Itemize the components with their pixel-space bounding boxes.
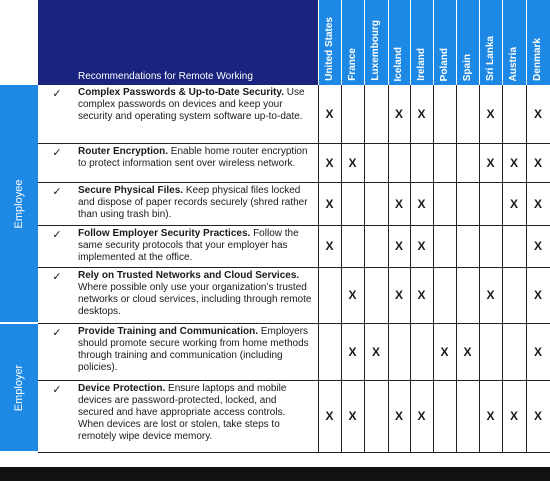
country-mark-cell: X (410, 85, 433, 143)
country-mark-cell: X (456, 323, 479, 380)
recommendation-text (76, 225, 318, 267)
country-mark-cell: X (526, 323, 550, 380)
checkmark: ✓ (38, 323, 76, 380)
country-mark-cell: X (318, 143, 341, 182)
recommendation-body: Employers should promote secure working from home methods through training and communication (including policies). (78, 325, 309, 373)
country-mark-cell: X (410, 267, 433, 323)
country-label: Ireland (415, 48, 427, 81)
country-mark-cell: X (388, 225, 410, 267)
country-mark-cell (410, 323, 433, 380)
country-mark-cell: X (410, 225, 433, 267)
country-mark-cell: X (388, 85, 410, 143)
country-header-poland (433, 0, 456, 85)
recommendation-title: Complex Passwords & Up-to-Date Security. (78, 87, 284, 98)
country-label: Sri Lanka (484, 35, 496, 81)
footer-bar (0, 467, 550, 481)
country-mark-cell: X (341, 143, 364, 182)
country-mark-cell (433, 85, 456, 143)
country-mark-cell (388, 143, 410, 182)
country-label: Iceland (393, 46, 405, 81)
country-mark-cell (410, 143, 433, 182)
recommendation-body: Ensure laptops and mobile devices are password-protected, locked, and secured and have appropriate access controls. When devices are lost or stolen, take steps to remotely wipe device memory. (78, 382, 287, 442)
group-label-cell (0, 323, 38, 452)
country-mark-cell: X (502, 182, 526, 225)
country-mark-cell (388, 323, 410, 380)
country-mark-cell: X (526, 267, 550, 323)
country-mark-cell: X (410, 182, 433, 225)
country-label: Luxembourg (370, 20, 382, 81)
checkmark: ✓ (38, 182, 76, 225)
country-mark-cell (433, 225, 456, 267)
country-header-united-states (318, 0, 341, 85)
country-mark-cell: X (318, 85, 341, 143)
recommendation-body: Keep physical files locked and dispose of paper records securely (shred rather than using trash bin). (78, 184, 308, 220)
country-mark-cell (479, 182, 502, 225)
recommendation-text (76, 323, 318, 380)
country-header-luxembourg (364, 0, 388, 85)
country-mark-cell: X (318, 182, 341, 225)
table-row (0, 380, 550, 452)
country-label: United States (323, 17, 335, 81)
country-mark-cell: X (410, 380, 433, 452)
country-mark-cell: X (388, 182, 410, 225)
recommendation-text (76, 380, 318, 452)
country-mark-cell: X (388, 380, 410, 452)
country-mark-cell (456, 267, 479, 323)
country-mark-cell: X (526, 225, 550, 267)
country-mark-cell (456, 143, 479, 182)
country-mark-cell: X (388, 267, 410, 323)
recommendation-body: Where possible only use your organization’s trusted networks or cloud services, including through remote desktops. (78, 281, 312, 317)
country-mark-cell (456, 225, 479, 267)
country-header-france (341, 0, 364, 85)
country-mark-cell (456, 182, 479, 225)
country-mark-cell (433, 380, 456, 452)
country-mark-cell (364, 182, 388, 225)
table-row (0, 143, 550, 182)
country-mark-cell: X (502, 380, 526, 452)
country-mark-cell (502, 267, 526, 323)
recommendation-title: Device Protection. (78, 382, 166, 394)
country-mark-cell: X (341, 267, 364, 323)
header-corner (0, 0, 38, 85)
table-row (0, 85, 550, 143)
country-mark-cell: X (318, 380, 341, 452)
country-label: Spain (461, 53, 473, 81)
country-header-austria (502, 0, 526, 85)
country-mark-cell (364, 380, 388, 452)
country-mark-cell (502, 225, 526, 267)
country-label: Denmark (532, 38, 544, 81)
recommendations-header: Recommendations for Remote Working (38, 0, 318, 85)
checkmark: ✓ (38, 143, 76, 182)
checkmark: ✓ (38, 85, 76, 143)
checkmark: ✓ (38, 380, 76, 452)
country-mark-cell (433, 267, 456, 323)
country-mark-cell: X (502, 143, 526, 182)
country-mark-cell (433, 143, 456, 182)
group-label: Employer (13, 364, 25, 411)
country-mark-cell: X (479, 267, 502, 323)
country-mark-cell (479, 225, 502, 267)
recommendation-text (76, 143, 318, 182)
country-mark-cell (479, 323, 502, 380)
table-row (0, 182, 550, 225)
country-label: France (346, 48, 358, 81)
recommendation-title: Rely on Trusted Networks and Cloud Services. (78, 269, 300, 281)
country-mark-cell: X (526, 182, 550, 225)
recommendation-body: Enable home router encryption to protect information sent over wireless network. (78, 145, 308, 169)
country-mark-cell (341, 225, 364, 267)
table-row (0, 323, 550, 380)
country-mark-cell: X (341, 323, 364, 380)
country-mark-cell: X (433, 323, 456, 380)
country-label: Austria (508, 46, 520, 81)
country-mark-cell (502, 85, 526, 143)
country-mark-cell (318, 267, 341, 323)
country-mark-cell: X (479, 143, 502, 182)
recommendation-text (76, 182, 318, 225)
country-mark-cell (364, 267, 388, 323)
checkmark: ✓ (38, 267, 76, 323)
recommendation-title: Secure Physical Files. (78, 184, 184, 196)
country-mark-cell (364, 143, 388, 182)
group-label: Employee (13, 179, 25, 228)
country-mark-cell (318, 323, 341, 380)
country-mark-cell: X (364, 323, 388, 380)
country-mark-cell: X (318, 225, 341, 267)
country-mark-cell (502, 323, 526, 380)
country-header-iceland (388, 0, 410, 85)
recommendation-body: Use complex passwords on devices and keep your security and operating system software up-to-date. (78, 87, 305, 122)
country-header-denmark (526, 0, 550, 85)
country-mark-cell: X (341, 380, 364, 452)
country-mark-cell (433, 182, 456, 225)
recommendation-title: Provide Training and Communication. (78, 325, 259, 337)
recommendation-title: Follow Employer Security Practices. (78, 227, 251, 239)
country-mark-cell (341, 182, 364, 225)
country-mark-cell (456, 380, 479, 452)
recommendation-body: Follow the same security protocols that your employer has implemented at the office. (78, 227, 299, 263)
country-header-spain (456, 0, 479, 85)
recommendation-text (76, 85, 318, 143)
table-body (0, 85, 550, 452)
country-mark-cell (341, 85, 364, 143)
country-mark-cell: X (526, 85, 550, 143)
country-label: Poland (438, 47, 450, 81)
country-mark-cell (456, 85, 479, 143)
country-mark-cell (364, 225, 388, 267)
table-row (0, 225, 550, 267)
group-label-cell (0, 85, 38, 323)
country-header-sri-lanka (479, 0, 502, 85)
country-mark-cell: X (479, 380, 502, 452)
country-mark-cell (364, 85, 388, 143)
country-mark-cell: X (479, 85, 502, 143)
country-header-ireland (410, 0, 433, 85)
recommendation-title: Router Encryption. (78, 145, 169, 157)
country-mark-cell: X (526, 380, 550, 452)
recommendation-text (76, 267, 318, 323)
checkmark: ✓ (38, 225, 76, 267)
country-mark-cell: X (526, 143, 550, 182)
table-row (0, 267, 550, 323)
